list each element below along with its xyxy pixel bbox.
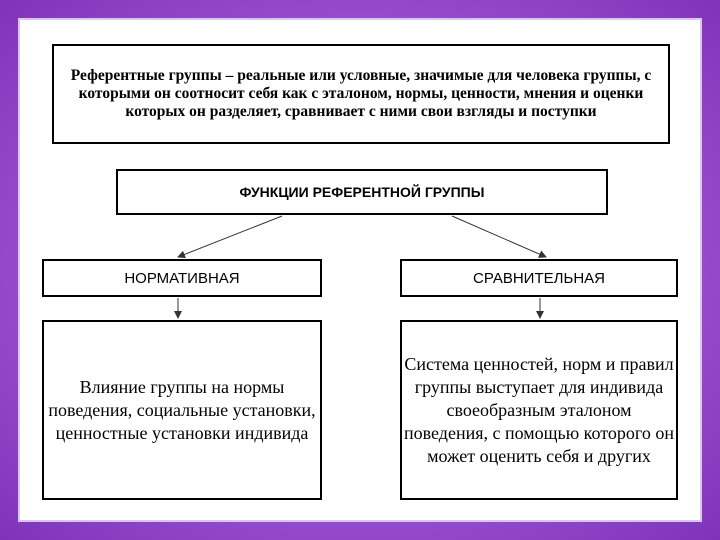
comparative-description: Система ценностей, норм и правил группы выступает для индивида своеобразным эталоном поведения, с помощью которого он может оценить себя и других	[404, 353, 674, 466]
arrow-title-to-comparative	[452, 216, 546, 257]
normative-description-box	[42, 320, 322, 500]
normative-function-box	[42, 259, 322, 297]
slide	[18, 18, 702, 522]
comparative-function-box	[400, 259, 678, 297]
comparative-label: СРАВНИТЕЛЬНАЯ	[473, 269, 605, 287]
functions-title-box	[116, 169, 608, 215]
normative-description: Влияние группы на нормы поведения, социальные установки, ценностные установки индивида	[48, 376, 316, 443]
arrow-title-to-normative	[178, 216, 282, 257]
definition-text: Референтные группы – реальные или условные, значимые для человека группы, с которыми он соотносит себя как с эталоном, нормы, ценности, мнения и оценки которых он разделяет, сравнивает с ними свои взгляды и поступки	[70, 67, 652, 120]
definition-box	[52, 44, 670, 144]
functions-title: ФУНКЦИИ РЕФЕРЕНТНОЙ ГРУППЫ	[239, 184, 485, 200]
comparative-description-box	[400, 320, 678, 500]
normative-label: НОРМАТИВНАЯ	[124, 269, 240, 287]
